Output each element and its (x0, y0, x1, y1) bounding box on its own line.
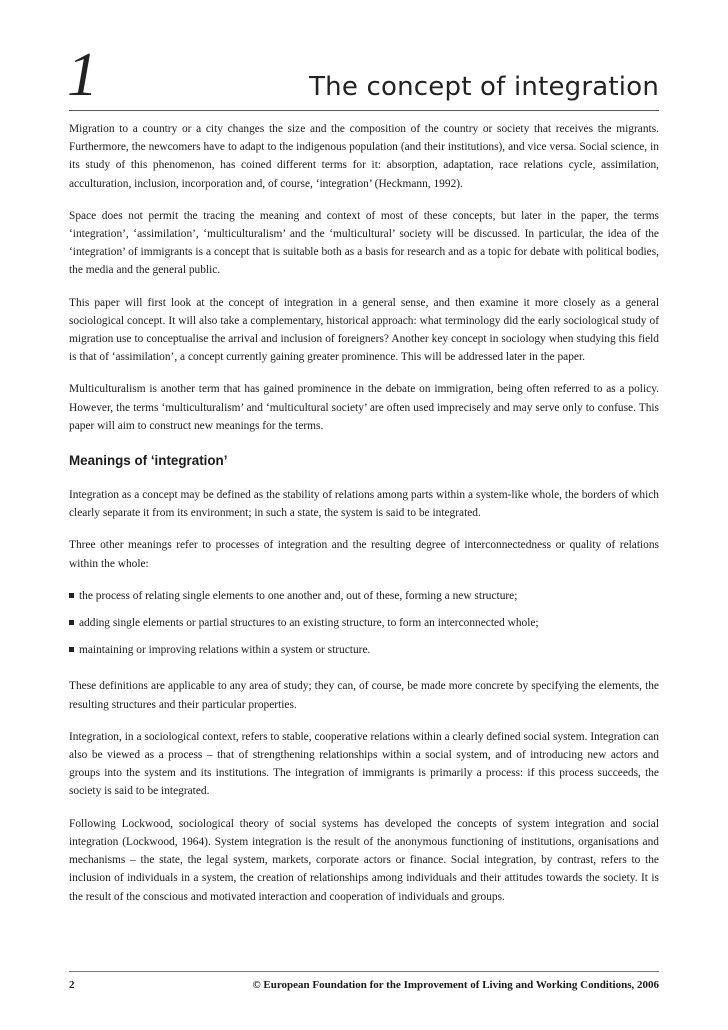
section-paragraph-5: Following Lockwood, sociological theory of social systems has developed the concepts of system integration and social integration (Lockwood, 1964). System integration is the result of the anonymous functioning of institutions, organisations and mechanisms – the state, the legal system, markets, corporate actors or finance. Social integration, by contrast, refers to the inclusion of individuals in a system, the creation of relationships among individuals and their attitudes towards the society. It is the result of the conscious and motivated interaction and cooperation of individuals and groups. (69, 817, 659, 903)
list-item (69, 587, 659, 605)
section-heading: Meanings of ‘integration’ (69, 453, 228, 469)
section-paragraph-2: Three other meanings refer to processes of integration and the resulting degree of interconnectedness or quality of relations within the whole: (69, 539, 659, 570)
intro-paragraph-3: This paper will first look at the concept of integration in a general sense, and then examine it more closely as a general sociological concept. It will also take a complementary, historical approach: what terminology did the early sociological study of migration use to conceptualise the arrival and inclusion of foreigners? Another key concept in sociology when studying this field is that of ‘assimilation’, a concept currently gaining greater prominence. This will be addressed later in the paper. (69, 296, 659, 364)
body-content (69, 120, 659, 906)
square-bullet-icon (69, 620, 74, 625)
square-bullet-icon (69, 593, 74, 598)
section-paragraph-4: Integration, in a sociological context, refers to stable, cooperative relations within a clearly defined social system. Integration can also be viewed as a process – that of strengthening relationships within a social system, and of introducing new actors and groups into the system and its institutions. The integration of immigrants is primarily a process: if this process succeeds, the society is said to be integrated. (69, 730, 659, 798)
list-item (69, 641, 659, 659)
meanings-list (69, 587, 659, 660)
intro-paragraph-1: Migration to a country or a city changes the size and the composition of the country or society that receives the migrants. Furthermore, the newcomers have to adapt to the indigenous population (and their institutions), and vice versa. Social science, in its study of this phenomenon, has coined different terms for it: absorption, adaptation, race relations cycle, assimilation, acculturation, inclusion, incorporation and, of course, ‘integration’ (Heckmann, 1992). (69, 123, 659, 190)
copyright-notice: © European Foundation for the Improvement of Living and Working Conditions, 2006 (252, 979, 659, 991)
section-paragraph-3: These definitions are applicable to any area of study; they can, of course, be made more concrete by specifying the elements, the resulting structures and their particular properties. (69, 680, 659, 711)
chapter-title: The concept of integration (309, 72, 659, 102)
chapter-number: 1 (67, 41, 98, 109)
intro-paragraph-4: Multiculturalism is another term that has gained prominence in the debate on immigration, being often referred to as a policy. However, the terms ‘multiculturalism’ and ‘multicultural society’ are often used imprecisely and may serve only to confuse. This paper will aim to construct new meanings for the terms. (69, 383, 659, 432)
chapter-header (67, 41, 659, 110)
intro-paragraph-2: Space does not permit the tracing the meaning and context of most of these concepts, but later in the paper, the terms ‘integration’, ‘assimilation’, ‘multiculturalism’ and the ‘multicultural’ society will be discussed. In particular, the idea of the ‘integration’ of immigrants is a concept that is suitable both as a basis for research and as a topic for debate with political bodies, the media and the general public. (69, 209, 659, 277)
page-footer (69, 971, 659, 996)
document-page (67, 41, 659, 920)
list-item-text: maintaining or improving relations within a system or structure. (79, 644, 371, 657)
page-number: 2 (69, 979, 75, 991)
list-item-text: the process of relating single elements to one another and, out of these, forming a new structure; (79, 589, 518, 602)
list-item (69, 614, 659, 632)
section-paragraph-1: Integration as a concept may be defined as the stability of relations among parts within a system-like whole, the borders of which clearly separate it from its environment; in such a state, the system is said to be integrated. (69, 489, 659, 520)
header-rule (69, 110, 659, 111)
list-item-text: adding single elements or partial structures to an existing structure, to form an interconnected whole; (79, 617, 539, 630)
square-bullet-icon (69, 647, 74, 652)
